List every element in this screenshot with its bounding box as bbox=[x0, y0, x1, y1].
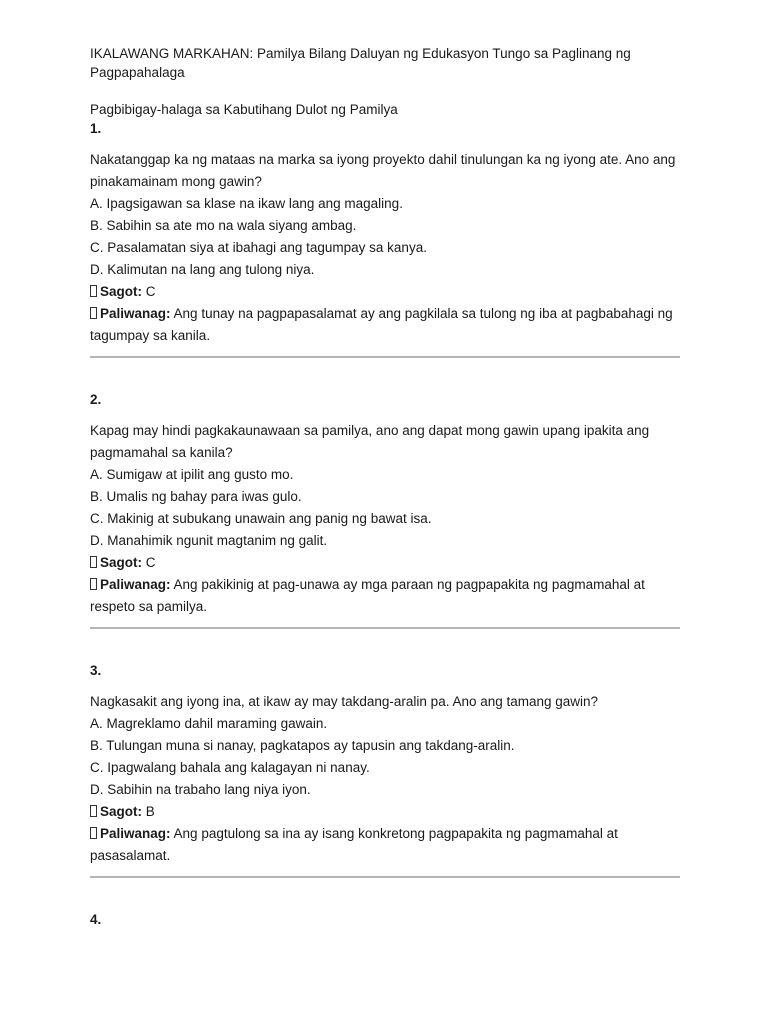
explanation-label: Paliwanag: bbox=[100, 306, 171, 321]
choice-c: C. Makinig at subukang unawain ang panig ng bawat isa. bbox=[90, 511, 432, 526]
choice-b: B. Umalis ng bahay para iwas gulo. bbox=[90, 489, 302, 504]
question-number: 2. bbox=[90, 392, 102, 407]
question-text: Kapag may hindi pagkakaunawaan sa pamilya, ano ang dapat mong gawin upang ipakita ang pagmamahal sa kanila? bbox=[90, 423, 650, 460]
explanation-label: Paliwanag: bbox=[100, 826, 171, 841]
choice-d: D. Kalimutan na lang ang tulong niya. bbox=[90, 262, 315, 277]
question-number: 1. bbox=[90, 121, 102, 136]
choices-list bbox=[90, 713, 680, 801]
answer-value: B bbox=[145, 804, 155, 819]
answer-value: C bbox=[145, 284, 156, 299]
choice-c: C. Ipagwalang bahala ang kalagayan ni nanay. bbox=[90, 760, 370, 775]
document-title: IKALAWANG MARKAHAN: Pamilya Bilang Daluyan ng Edukasyon Tungo sa Paglinang ng Pagpapahalaga bbox=[90, 46, 631, 80]
choice-b: B. Sabihin sa ate mo na wala siyang ambag. bbox=[90, 218, 357, 233]
missing-glyph-icon bbox=[90, 578, 97, 590]
explanation-text: Ang pagtulong sa ina ay isang konkretong pagpapakita ng pagmamahal at pasasalamat. bbox=[90, 826, 618, 863]
choices-list bbox=[90, 193, 680, 281]
question-1 bbox=[90, 119, 680, 358]
explanation-text: Ang tunay na pagpapasalamat ay ang pagkilala sa tulong ng iba at pagbabahagi ng tagumpay sa kanila. bbox=[90, 306, 673, 343]
missing-glyph-icon bbox=[90, 285, 97, 297]
choice-c: C. Pasalamatan siya at ibahagi ang tagumpay sa kanya. bbox=[90, 240, 427, 255]
question-number: 3. bbox=[90, 663, 102, 678]
answer-label: Sagot: bbox=[100, 284, 142, 299]
answer-label: Sagot: bbox=[100, 555, 142, 570]
explanation-text: Ang pakikinig at pag-unawa ay mga paraan ng pagpapakita ng pagmamahal at respeto sa pamilya. bbox=[90, 577, 645, 614]
answer-line bbox=[90, 281, 680, 303]
answer-line bbox=[90, 552, 680, 574]
question-4 bbox=[90, 910, 680, 929]
explanation-line bbox=[90, 303, 680, 347]
choice-d: D. Manahimik ngunit magtanim ng galit. bbox=[90, 533, 328, 548]
document-subtitle: Pagbibigay-halaga sa Kabutihang Dulot ng Pamilya bbox=[90, 102, 398, 117]
question-number: 4. bbox=[90, 912, 102, 927]
missing-glyph-icon bbox=[90, 805, 97, 817]
question-text: Nagkasakit ang iyong ina, at ikaw ay may takdang-aralin pa. Ano ang tamang gawin? bbox=[90, 694, 599, 709]
explanation-label: Paliwanag: bbox=[100, 577, 171, 592]
explanation-line bbox=[90, 823, 680, 867]
explanation-line bbox=[90, 574, 680, 618]
missing-glyph-icon bbox=[90, 827, 97, 839]
choice-a: A. Sumigaw at ipilit ang gusto mo. bbox=[90, 467, 294, 482]
document-page bbox=[90, 44, 680, 929]
answer-value: C bbox=[145, 555, 156, 570]
missing-glyph-icon bbox=[90, 307, 97, 319]
choice-a: A. Ipagsigawan sa klase na ikaw lang ang magaling. bbox=[90, 196, 403, 211]
answer-label: Sagot: bbox=[100, 804, 142, 819]
choice-b: B. Tulungan muna si nanay, pagkatapos ay tapusin ang takdang-aralin. bbox=[90, 738, 515, 753]
missing-glyph-icon bbox=[90, 556, 97, 568]
question-3 bbox=[90, 661, 680, 878]
question-text: Nakatanggap ka ng mataas na marka sa iyong proyekto dahil tinulungan ka ng iyong ate. Ano ang pinakamainam mong gawin? bbox=[90, 152, 676, 189]
answer-line bbox=[90, 801, 680, 823]
choice-a: A. Magreklamo dahil maraming gawain. bbox=[90, 716, 328, 731]
choice-d: D. Sabihin na trabaho lang niya iyon. bbox=[90, 782, 311, 797]
question-2 bbox=[90, 390, 680, 629]
choices-list bbox=[90, 464, 680, 552]
